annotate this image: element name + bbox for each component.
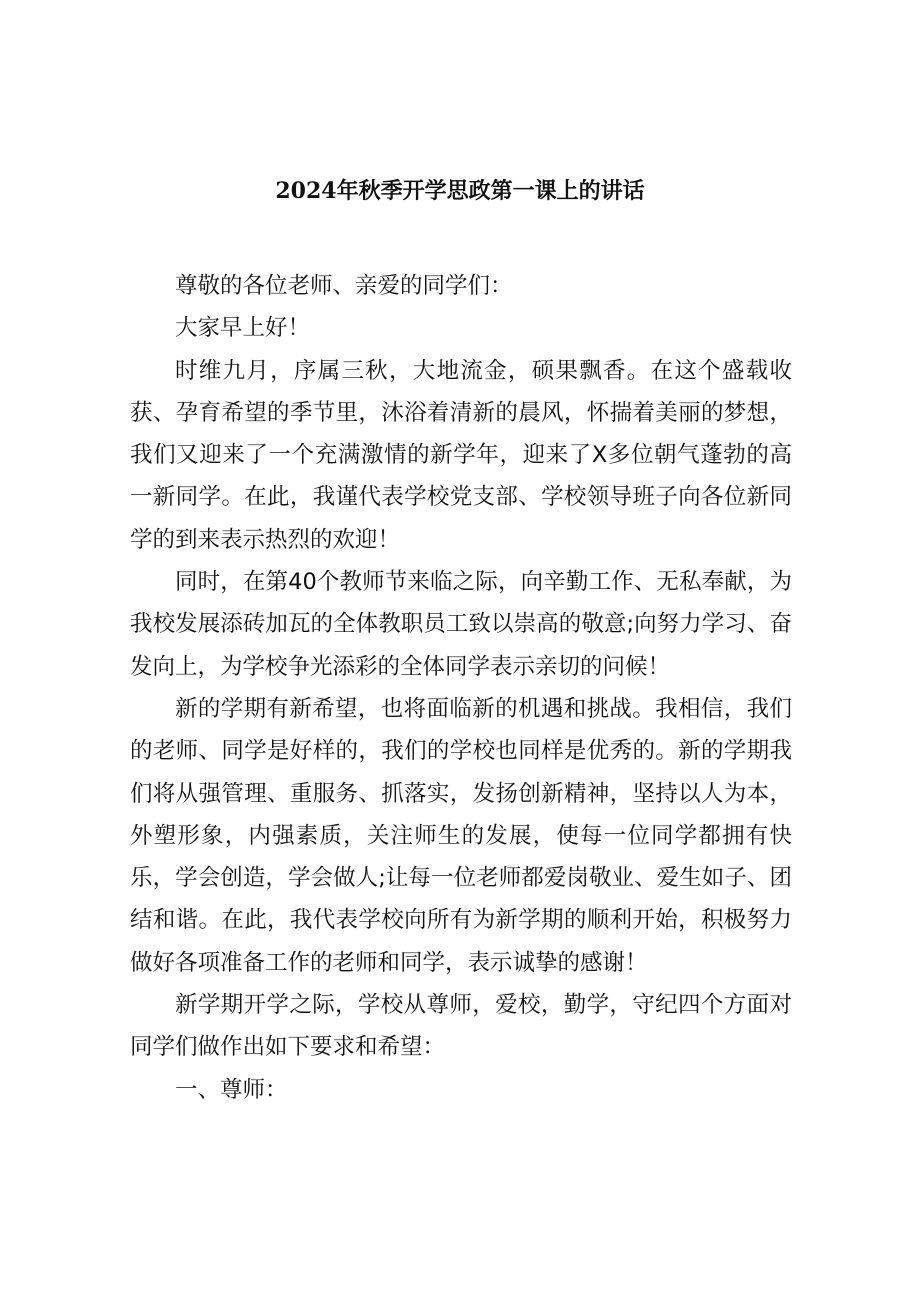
new-semester-paragraph: 新的学期有新希望，也将面临新的机遇和挑战。我相信，我们的老师、同学是好样的，我们的学校也同样是优秀的。新的学期我们将从强管理、重服务、抓落实，发扬创新精神，坚持以人为本，外塑形象，内强素质，关注师生的发展，使每一位同学都拥有快乐，学会创造，学会做人;让每一位老师都爱岗敬业、爱生如子、团结和谐。在此，我代表学校向所有为新学期的顺利开始，积极努力做好各项准备工作的老师和同学，表示诚挚的感谢！ bbox=[130, 695, 792, 976]
section-heading-respect-teachers: 一、尊师： bbox=[175, 1076, 288, 1103]
welcome-paragraph: 时维九月，序属三秋，大地流金，硕果飘香。在这个盛载收获、孕育希望的季节里，沐浴着清新的晨风，怀揣着美丽的梦想，我们又迎来了一个充满激情的新学年，迎来了X多位朝气蓬勃的高一新同学。在此，我谨代表学校党支部、学校领导班子向各位新同学的到来表示热烈的欢迎！ bbox=[130, 357, 792, 553]
salutation-paragraph: 尊敬的各位老师、亲爱的同学们： bbox=[175, 273, 513, 299]
greeting-paragraph: 大家早上好！ bbox=[175, 315, 311, 342]
document-body bbox=[130, 265, 792, 1111]
teachers-day-paragraph: 同时，在第40个教师节来临之际，向辛勤工作、无私奉献，为我校发展添砖加瓦的全体教职员工致以崇高的敬意;向努力学习、奋发向上，为学校争光添彩的全体同学表示亲切的问候！ bbox=[130, 569, 792, 680]
requirements-intro-paragraph: 新学期开学之际，学校从尊师，爱校，勤学，守纪四个方面对同学们做作出如下要求和希望： bbox=[130, 992, 792, 1061]
document-title: 2024年秋季开学思政第一课上的讲话 bbox=[275, 178, 645, 204]
